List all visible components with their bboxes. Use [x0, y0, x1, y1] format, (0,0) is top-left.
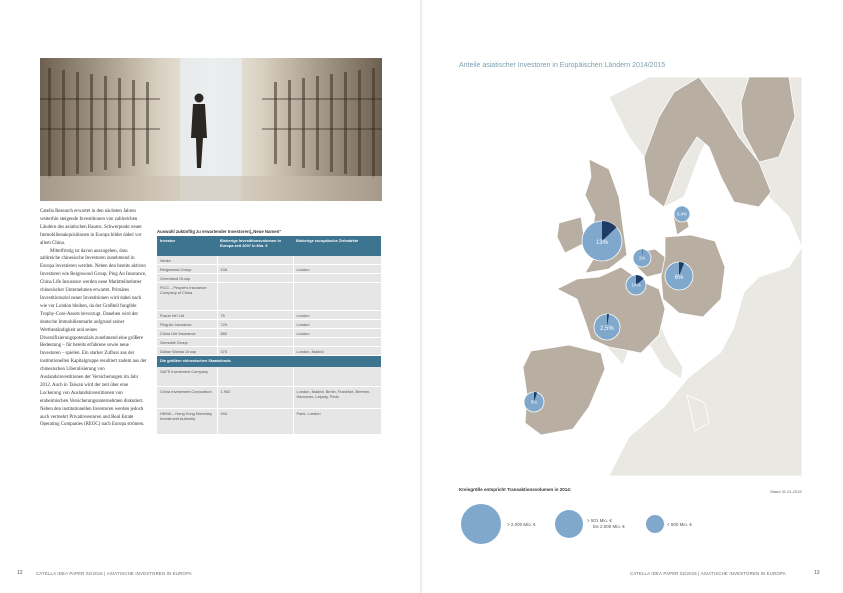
col-header: Bisherige europäische Zielmärkte [293, 236, 381, 256]
cell [293, 338, 381, 347]
table-header-row [157, 236, 381, 256]
pie-label: 6% [674, 275, 684, 281]
cell: 944 [217, 409, 293, 435]
cell [217, 338, 293, 347]
pie-uk [582, 221, 622, 261]
cell: China Investment Corporation [157, 387, 217, 409]
table-row [157, 274, 381, 283]
col-header: Investor [157, 236, 217, 256]
cell: 729 [217, 320, 293, 329]
cell: London, Madrid [293, 347, 381, 356]
pie-spain [524, 392, 544, 412]
page-footer: CATELLA IDEA PAPER 02/2015 | ASIATISCHE INVESTOREN IN EUROPA [630, 571, 786, 576]
ireland [557, 217, 585, 253]
body-text [40, 208, 148, 429]
cell: London [293, 311, 381, 320]
cell: Fosun Int'l Ltd [157, 311, 217, 320]
legend-label: < 500 Mio. € [667, 522, 692, 527]
table-row [157, 338, 381, 347]
col-header: Bisherige Investitionsvolumen in Europa seit 2007 in Mio. € [217, 236, 293, 256]
cell: FICC – People's Insurance Company of China [157, 283, 217, 311]
pie-label: 0,4% [676, 211, 688, 217]
cell: 108 [217, 265, 293, 274]
pie-label: 1% [638, 255, 646, 261]
cell: 880 [217, 329, 293, 338]
cell: SAFE Investment Company [157, 367, 217, 387]
cell [217, 367, 293, 387]
legend-circle-medium [555, 510, 583, 538]
cell [293, 367, 381, 387]
pie-label: 2,5% [600, 326, 614, 332]
cell [217, 256, 293, 265]
pie-france [594, 314, 620, 340]
cell: London, Madrid, Berlin, Frankfurt, Bremen, Hannover, Leipzig, Paris [293, 387, 381, 409]
cell: London [293, 265, 381, 274]
pie-germany [665, 262, 693, 290]
table-section-row [157, 356, 381, 368]
table-row [157, 347, 381, 356]
cell [293, 274, 381, 283]
pie-belgium [626, 275, 646, 295]
legend-circle-small [646, 515, 664, 533]
section-label: Die größten chinesischen Staatsfonds [157, 356, 381, 368]
table-row [157, 367, 381, 387]
table-row [157, 329, 381, 338]
cell [217, 274, 293, 283]
table-row [157, 256, 381, 265]
page-number: 12 [17, 570, 23, 576]
pie-label: 5% [530, 399, 538, 405]
pie-label: 14% [631, 282, 641, 288]
page-number: 13 [814, 570, 820, 576]
table-title: Auswahl zukünftig zu erwartender Investoren(„Neue Namen" [157, 229, 282, 234]
legend-label: > 501 Mio. € bis 2.000 Mio. € [587, 518, 625, 529]
cell: London [293, 329, 381, 338]
cell: 1.952 [217, 387, 293, 409]
table-row [157, 283, 381, 311]
spain-portugal [523, 345, 605, 435]
page-gutter [420, 0, 422, 593]
pie-denmark [674, 206, 690, 222]
cell: Greenland Group [157, 274, 217, 283]
cell: HKMA – Hong Kong Monetary Investment Authority [157, 409, 217, 435]
table-row [157, 409, 381, 435]
cell: Dalian Wanda Group [157, 347, 217, 356]
cell: 375 [217, 347, 293, 356]
investor-table [157, 236, 381, 435]
cell: China Life Insurance [157, 329, 217, 338]
left-page [0, 0, 421, 593]
legend-label: > 2.000 Mio. € [507, 522, 536, 527]
table-row [157, 265, 381, 274]
body-paragraph: Mittelfristig ist davon auszugehen, dass zahlreiche chinesische Investoren zunehmend in Europa investieren werden. Neben den bereits aktiven Investoren wie Reignwood Group, Ping An Insurance, China Life Insurance werden neue Marktteilnehmer chinesischer Unternehmen erwartet. Primäres Investitionsziel neuer Investitionen wird dabei nach wie vor London bleiben, da der Großteil fungible Trophy-Core-Assets bevorzugt. Daneben wird der deutsche Immobilienmarkt aufgrund seiner Wertbeständigkeit und seines Diversifizierungspotenzials zunehmend eine größere Bedeutung – für bereits erfahrene sowie neue Investoren – spielen. Ein starker Zufluss aus der institutionellen Kapitalgruppe resultiert zudem aus der chinesischen Liberalisierung von Auslandsinvestitionen der Versicherungen im Jahr 2012. Auch in Taiwan wird der zeit über eine Lockerung von Auslandsinvestitionen von einheimischen Versicherungsunternehmen diskutiert. Neben den institutionellen Investoren werden jedoch auch vermehrt Privatinvestoren und Real Estate Operating Companies (REOC) nach Europa strömen. [40, 248, 147, 428]
cell: Gemdale Group [157, 338, 217, 347]
legend-title: Kreisgröße entspricht Transaktionsvolumen in 2014: [459, 487, 572, 492]
table-row [157, 387, 381, 409]
office-corridor-photo [40, 58, 382, 201]
stand-date: Stand 31.01.2015 [770, 489, 802, 494]
cell: Paris, London [293, 409, 381, 435]
cell [293, 256, 381, 265]
cell: Reignwood Group [157, 265, 217, 274]
legend-circle-large [461, 504, 501, 544]
cell: London [293, 320, 381, 329]
map-title: Anteile asiatischer Investoren in Europäischen Ländern 2014/2015 [459, 62, 666, 69]
page-footer: CATELLA IDEA PAPER 02/2015 | ASIATISCHE INVESTOREN IN EUROPA [36, 571, 192, 576]
cell [293, 283, 381, 311]
cell: 75 [217, 311, 293, 320]
cell [217, 283, 293, 311]
table-row [157, 311, 381, 320]
pie-netherlands [633, 249, 651, 267]
size-legend [459, 500, 802, 548]
pie-label: 13% [595, 240, 609, 246]
france [557, 267, 665, 353]
europe-map [459, 77, 802, 476]
body-paragraph: Catella Research erwartet in den nächsten Jahren weiterhin steigende Investitionen von zahlreichen Ländern des asiatischen Raums. Schwerpunkt neuer Immobilienakquisitionen in Europa bildet dabei vor allem China. [40, 209, 142, 246]
cell: Vanke [157, 256, 217, 265]
table-row [157, 320, 381, 329]
cell: Ping An Insurance [157, 320, 217, 329]
